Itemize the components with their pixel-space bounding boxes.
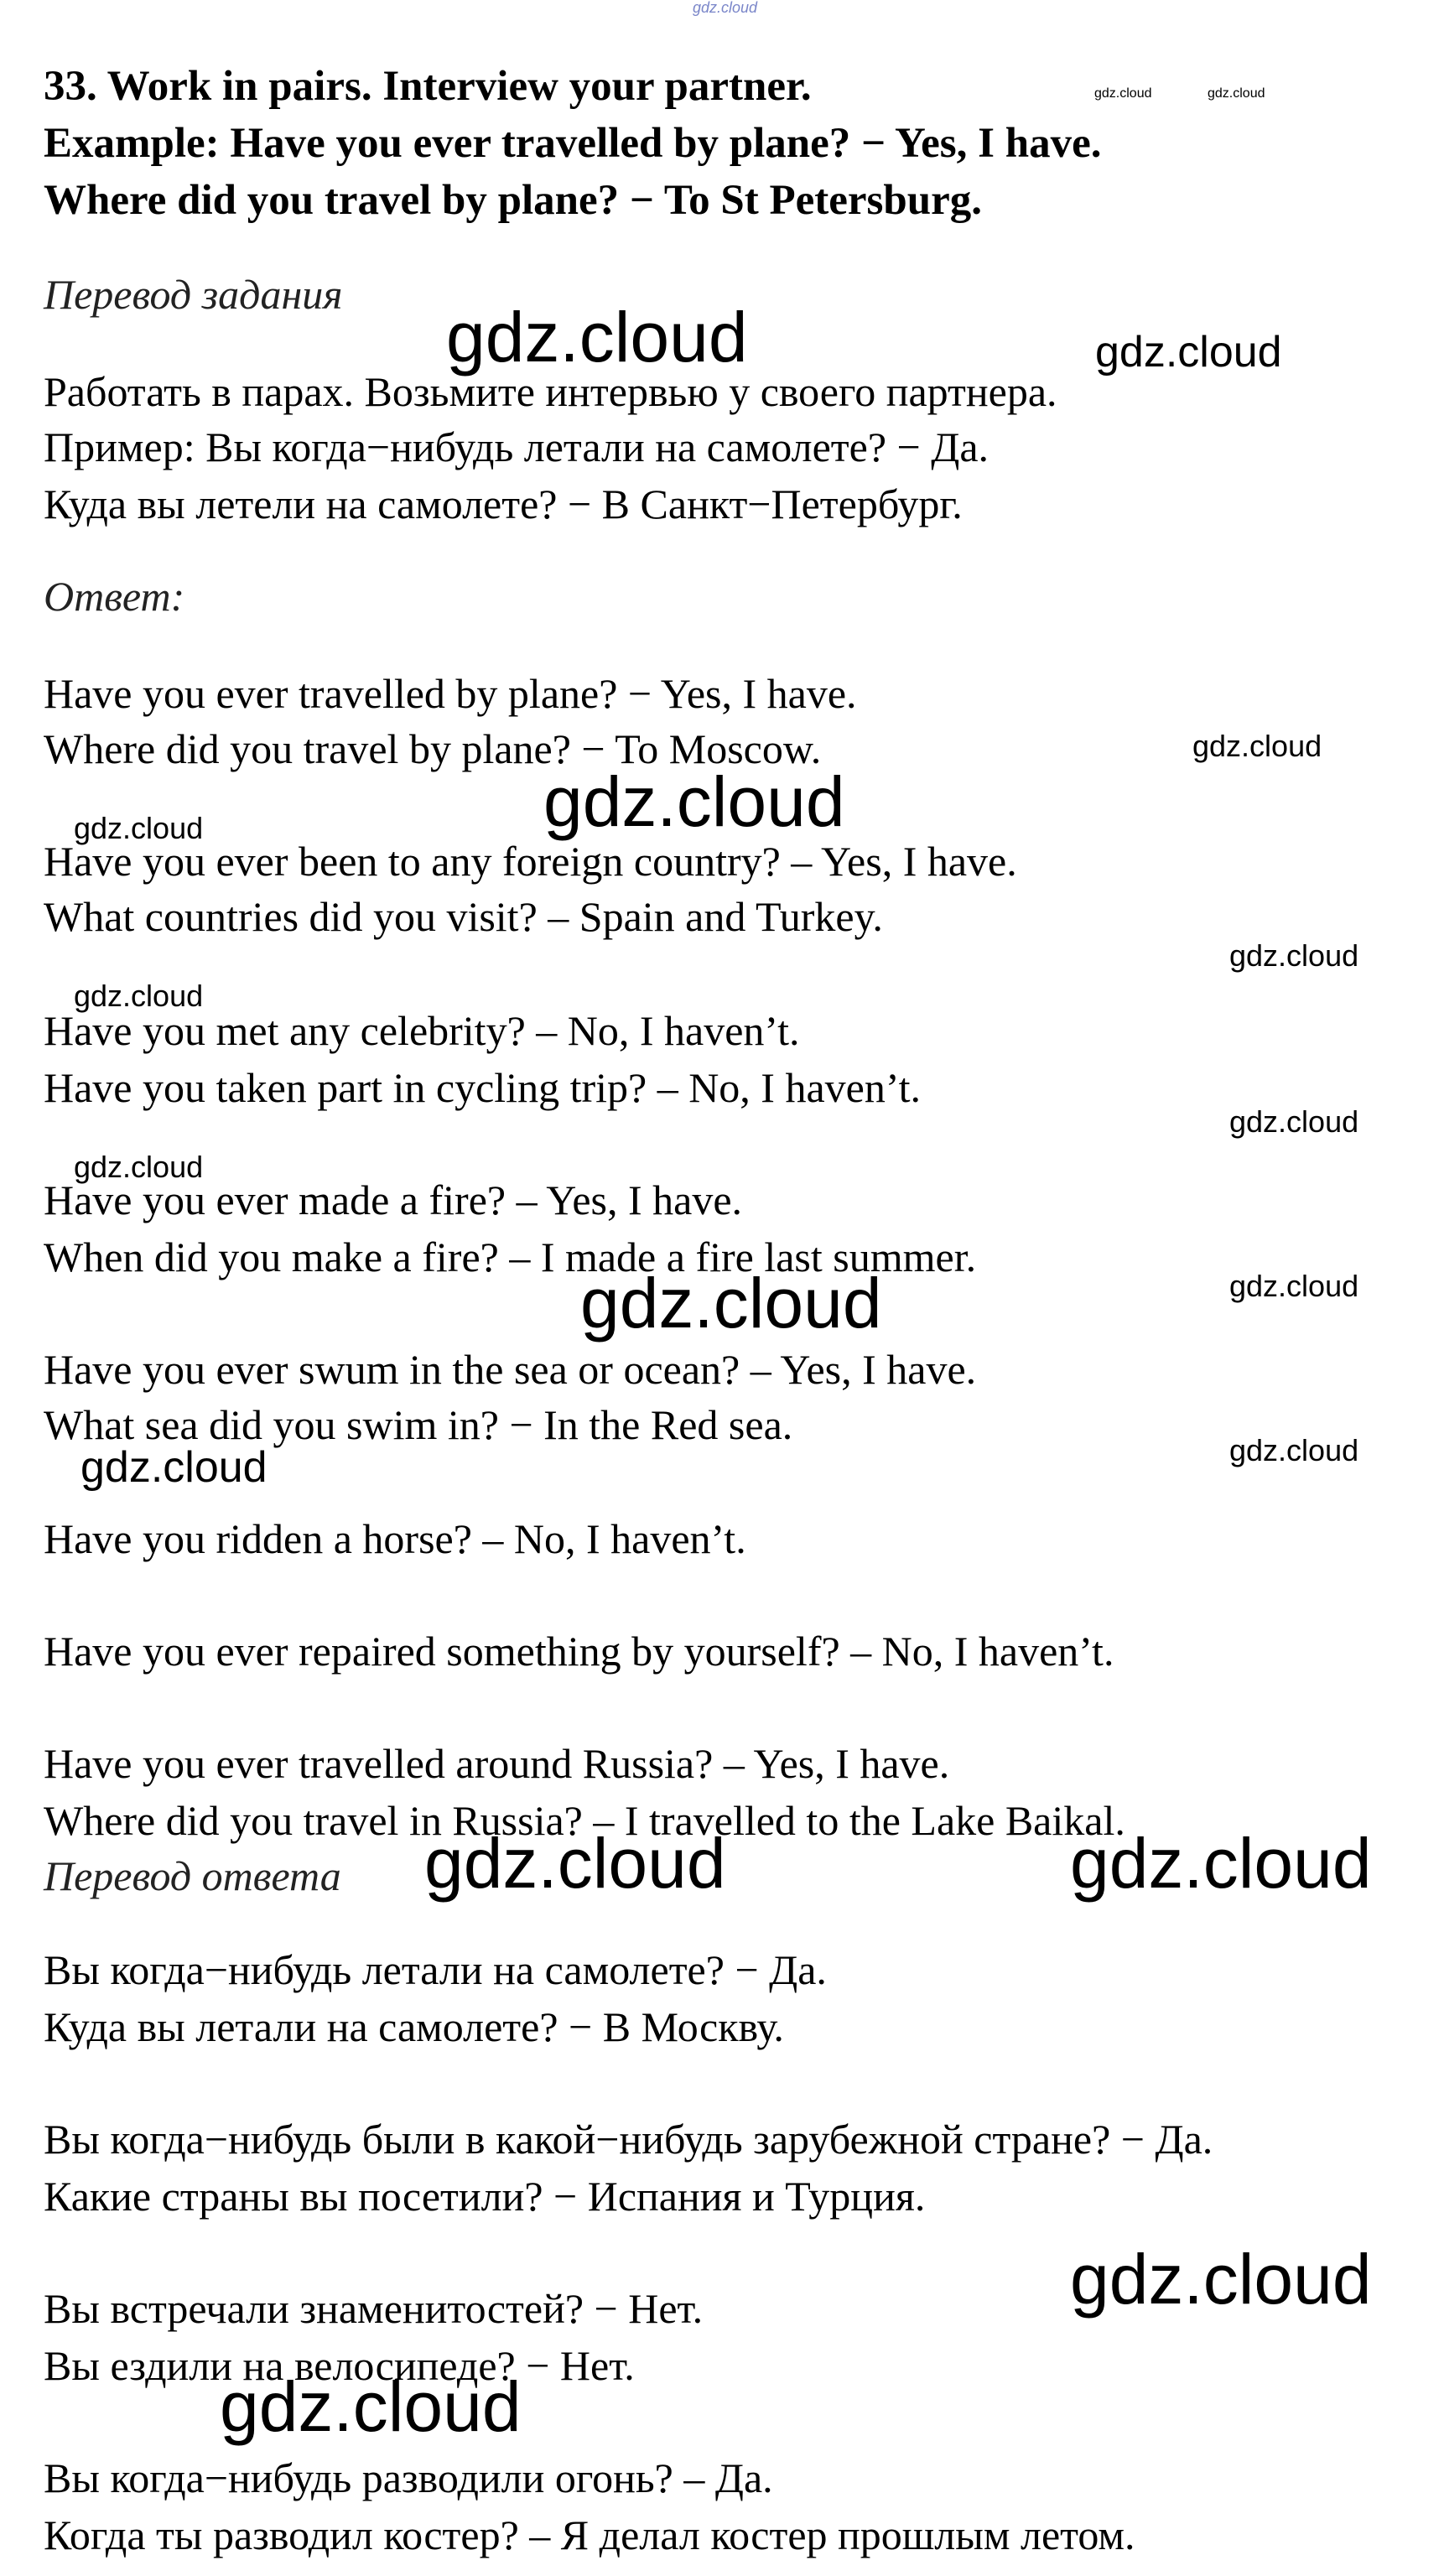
watermark: gdz.cloud: [220, 2367, 522, 2446]
watermark: gdz.cloud: [543, 762, 845, 841]
watermark: gdz.cloud: [1070, 1824, 1372, 1903]
watermark: gdz.cloud: [81, 1443, 268, 1492]
answer-translation-line: Куда вы летали на самолете? − В Москву.: [44, 2003, 784, 2050]
watermark: gdz.cloud: [74, 979, 204, 1013]
answer-line: Have you ever travelled around Russia? – Yes, I have.: [44, 1740, 950, 1787]
answer-line: Have you ever repaired something by yourself? – No, I haven’t.: [44, 1628, 1114, 1675]
translation-line: Куда вы летели на самолете? − В Санкт−Петербург.: [44, 480, 963, 527]
watermark: gdz.cloud: [1229, 1269, 1359, 1303]
watermark: gdz.cloud: [580, 1264, 882, 1343]
translation-line: Работать в парах. Возьмите интервью у своего партнера.: [44, 368, 1057, 415]
answer-line: What sea did you swim in? − In the Red sea.: [44, 1401, 793, 1448]
answer-translation-heading: Перевод ответа: [44, 1852, 341, 1899]
answer-line: Have you met any celebrity? – No, I haven’t.: [44, 1007, 800, 1054]
answer-line: Have you taken part in cycling trip? – No, I haven’t.: [44, 1064, 921, 1111]
answer-translation-line: Вы ездили на велосипеде? − Нет.: [44, 2342, 635, 2389]
watermark: gdz.cloud: [1229, 938, 1359, 973]
watermark: gdz.cloud: [1095, 328, 1282, 377]
answer-line: Where did you travel in Russia? – I travelled to the Lake Baikal.: [44, 1797, 1125, 1844]
watermark: gdz.cloud: [1229, 1104, 1359, 1139]
watermark: gdz.cloud: [424, 1824, 726, 1903]
answer-translation-line: Вы когда−нибудь разводили огонь? – Да.: [44, 2454, 773, 2501]
answer-line: Have you ever been to any foreign country? – Yes, I have.: [44, 838, 1017, 885]
answer-translation-line: Вы когда−нибудь были в какой−нибудь зарубежной стране? − Да.: [44, 2116, 1213, 2163]
translation-line: Пример: Вы когда−нибудь летали на самолете? − Да.: [44, 423, 990, 470]
answer-line: When did you make a fire? – I made a fire last summer.: [44, 1233, 977, 1280]
task-title: 33. Work in pairs. Interview your partner.: [44, 63, 812, 110]
watermark: gdz.cloud: [74, 1150, 204, 1184]
answer-translation-line: Вы встречали знаменитостей? − Нет.: [44, 2285, 704, 2332]
watermark: gdz.cloud: [446, 298, 748, 377]
watermark: gdz.cloud: [1229, 1433, 1359, 1467]
answer-line: What countries did you visit? – Spain and Turkey.: [44, 893, 883, 940]
answer-line: Have you ever made a fire? – Yes, I have.: [44, 1176, 743, 1223]
answer-heading: Ответ:: [44, 573, 185, 620]
watermark: gdz.cloud: [74, 811, 204, 845]
answer-line: Have you ever travelled by plane? − Yes, I have.: [44, 670, 857, 717]
answer-translation-line: Какие страны вы посетили? − Испания и Турция.: [44, 2173, 926, 2220]
task-example: Example: Have you ever travelled by plane? − Yes, I have.: [44, 120, 1102, 167]
answer-line: Have you ridden a horse? – No, I haven’t.: [44, 1515, 746, 1562]
answer-translation-line: Вы когда−нибудь летали на самолете? − Да.: [44, 1946, 827, 1993]
watermark: gdz.cloud: [1192, 729, 1322, 763]
watermark: gdz.cloud: [1070, 2240, 1372, 2319]
translation-heading: Перевод задания: [44, 271, 343, 318]
watermark-top: gdz.cloud: [693, 0, 758, 16]
task-example-followup: Where did you travel by plane? − To St Petersburg.: [44, 177, 983, 224]
watermark: gdz.cloud: [1094, 86, 1152, 101]
answer-line: Have you ever swum in the sea or ocean? – Yes, I have.: [44, 1346, 977, 1393]
answer-translation-line: Когда ты разводил костер? – Я делал костер прошлым летом.: [44, 2511, 1135, 2558]
answer-line: Where did you travel by plane? − To Moscow.: [44, 725, 822, 772]
watermark: gdz.cloud: [1208, 86, 1265, 101]
